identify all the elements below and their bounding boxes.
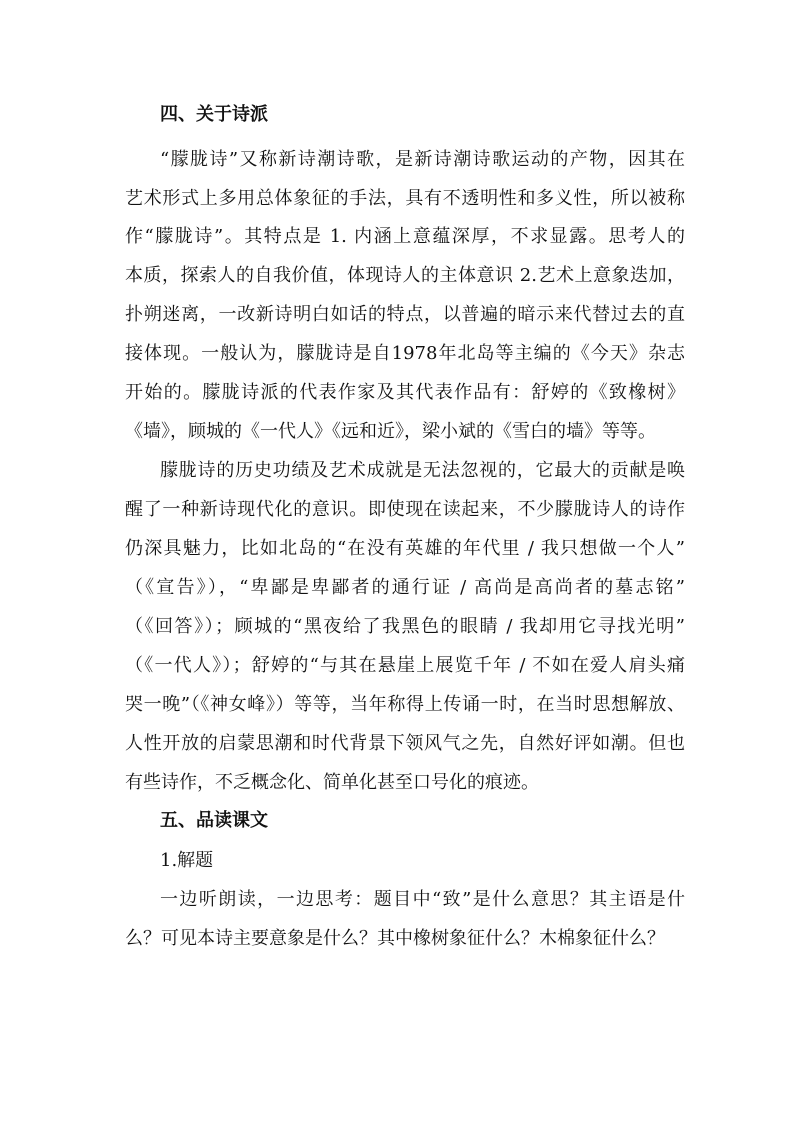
text-line: 醒了一种新诗现代化的意识。即使现在读起来，不少朦胧诗人的诗作 — [125, 499, 685, 520]
text-line: 仍深具魅力，比如北岛的“在没有英雄的年代里 / 我只想做一个人” — [125, 538, 685, 559]
text-line: （《回答》）；顾城的“黑夜给了我黑色的眼睛 / 我却用它寻找光明” — [125, 616, 685, 637]
text-line: 有些诗作，不乏概念化、简单化甚至口号化的痕迹。 — [125, 772, 539, 793]
text-line: 接体现。一般认为，朦胧诗是自1978年北岛等主编的《今天》杂志 — [125, 343, 685, 364]
text-line: 么？可见本诗主要意象是什么？其中橡树象征什么？木棉象征什么？ — [125, 928, 665, 949]
text-line: （《一代人》）；舒婷的“与其在悬崖上展览千年 / 不如在爱人肩头痛 — [125, 655, 685, 676]
subheading-title-explanation: 1.解题 — [160, 850, 214, 871]
text-line: “朦胧诗”又称新诗潮诗歌，是新诗潮诗歌运动的产物，因其在 — [160, 149, 685, 170]
text-line: 扑朔迷离，一改新诗明白如话的特点，以普遍的暗示来代替过去的直 — [125, 304, 685, 325]
text-line: 艺术形式上多用总体象征的手法，具有不透明性和多义性，所以被称 — [125, 188, 685, 209]
text-line: 作“朦胧诗”。其特点是 1. 内涵上意蕴深厚，不求显露。思考人的 — [125, 226, 685, 247]
text-line: 朦胧诗的历史功绩及艺术成就是无法忽视的，它最大的贡献是唤 — [160, 460, 685, 481]
text-line: 本质，探索人的自我价值，体现诗人的主体意识 2.艺术上意象迭加， — [125, 265, 685, 286]
text-line: 开始的。朦胧诗派的代表作家及其代表作品有：舒婷的《致橡树》 — [125, 382, 685, 403]
section-heading-reading-text: 五、品读课文 — [160, 810, 268, 831]
section-heading-poetry-school: 四、关于诗派 — [160, 104, 268, 125]
text-line: （《宣告》），“卑鄙是卑鄙者的通行证 / 高尚是高尚者的墓志铭” — [125, 577, 685, 598]
text-line: 《墙》，顾城的《一代人》《远和近》，梁小斌的《雪白的墙》等等。 — [125, 421, 656, 442]
text-line: 一边听朗读，一边思考：题目中“致”是什么意思？其主语是什 — [160, 889, 685, 910]
text-line: 人性开放的启蒙思潮和时代背景下领风气之先，自然好评如潮。但也 — [125, 733, 685, 754]
text-line: 哭一晚”（《神女峰》）等等，当年称得上传诵一时，在当时思想解放、 — [125, 694, 685, 715]
